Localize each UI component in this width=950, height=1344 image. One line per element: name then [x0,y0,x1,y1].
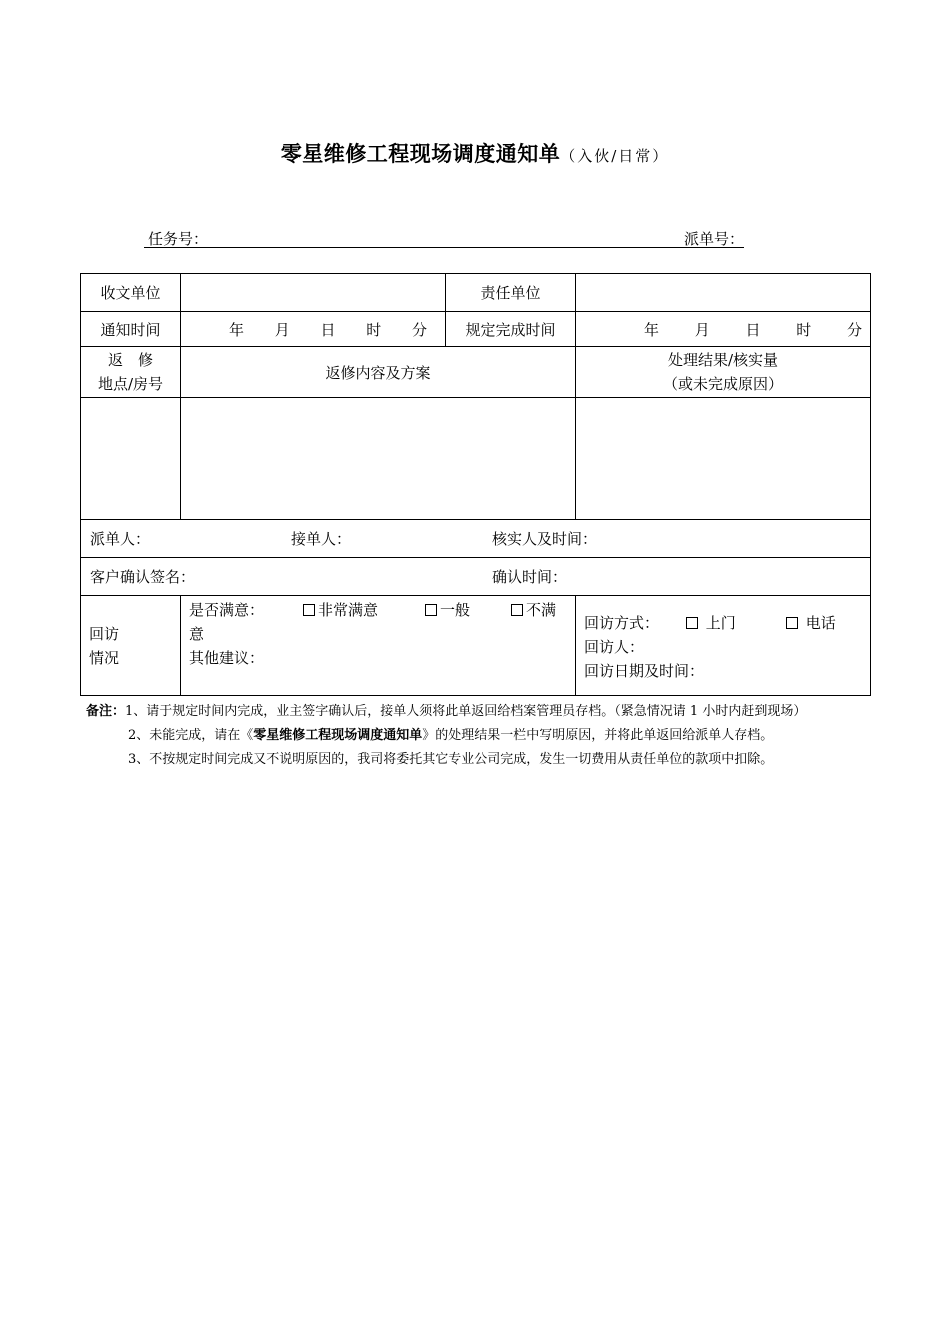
satisfaction-cell [181,596,576,696]
revisit-label [81,596,181,696]
revisit-label-line1: 回访 [89,624,120,643]
receiver-label: 接单人： [291,530,352,548]
deadline-hour: 时 [796,320,812,339]
result-label-line1: 处理结果/核实量 [667,351,779,369]
result-field[interactable] [576,398,871,520]
satisfied-label: 是否满意： [189,601,265,619]
checkbox-icon[interactable] [686,617,698,629]
method-visit[interactable]: 上门 [686,611,786,635]
deadline-minute: 分 [846,320,862,339]
title-subtitle: （入伙/日常） [560,147,670,165]
revisit-label-line2: 情况 [89,648,120,667]
option-very-satisfied[interactable]: 非常满意 [303,598,425,622]
notify-month: 月 [274,320,290,339]
checkbox-icon[interactable] [303,604,315,616]
customer-confirm-row[interactable] [81,558,871,596]
notes-label: 备注： [86,704,126,719]
visitor-label: 回访人： [584,637,645,656]
dispatch-form-table [80,273,871,696]
dispatch-number-label: 派单号： [683,230,744,248]
recipient-field[interactable] [181,274,446,312]
checkbox-icon[interactable] [786,617,798,629]
responsible-field[interactable] [576,274,871,312]
deadline-month: 月 [694,320,710,339]
result-label-line2: （或未完成原因） [662,375,783,393]
location-field[interactable] [81,398,181,520]
deadline-day: 日 [745,320,761,339]
checkbox-icon[interactable] [425,604,437,616]
notify-minute: 分 [411,320,427,339]
suggestion-label: 其他建议： [189,649,265,667]
revisit-method-cell [576,596,871,696]
option-normal[interactable]: 一般 [425,598,511,622]
result-label [576,347,871,398]
checkbox-icon[interactable] [511,604,523,616]
note-3: 3、不按规定时间完成又不说明原因的，我司将委托其它专业公司完成，发生一切费用从责任单位的款项中扣除。 [128,752,774,767]
content-field[interactable] [181,398,576,520]
notify-hour: 时 [366,320,382,339]
note-1-text: 1、请于规定时间内完成，业主签字确认后，接单人须将此单返回给档案管理员存档。（紧急情况请 1 小时内赶到现场） [125,704,807,719]
recipient-label: 收文单位 [81,274,181,312]
signers-row[interactable] [81,520,871,558]
option-not-satisfied-wrap: 意 [189,625,205,643]
note-2: 2、未能完成，请在《零星维修工程现场调度通知单》的处理结果一栏中写明原因，并将此单返回给派单人存档。 [128,728,774,743]
title-main: 零星维修工程现场调度通知单 [280,142,561,166]
task-number-line[interactable] [144,228,744,248]
confirm-time-label: 确认时间： [492,568,568,586]
notify-day: 日 [320,320,336,339]
note-1 [86,700,866,724]
option-not-satisfied[interactable]: 不满 [511,598,556,622]
verifier-label: 核实人及时间： [492,530,598,548]
method-phone[interactable]: 电话 [786,611,836,635]
note-2-form-name: 零星维修工程现场调度通知单 [253,728,423,743]
dispatcher-label: 派单人： [90,530,151,548]
deadline-field[interactable] [576,312,871,347]
customer-sign-label: 客户确认签名： [90,568,196,586]
notes-section [86,700,866,772]
visit-date-label: 回访日期及时间： [584,661,705,680]
document-title [0,138,950,168]
notify-time-field[interactable] [181,312,446,347]
notify-time-label: 通知时间 [81,312,181,347]
deadline-label: 规定完成时间 [446,312,576,347]
content-label: 返修内容及方案 [181,347,576,398]
notify-year: 年 [229,320,245,339]
responsible-label: 责任单位 [446,274,576,312]
method-label: 回访方式： [584,613,660,632]
task-number-label: 任务号： [148,230,209,248]
deadline-year: 年 [644,320,660,339]
location-label-line2: 地点/房号 [97,375,164,393]
location-label [81,347,181,398]
location-label-line1: 返 修 [107,351,153,369]
